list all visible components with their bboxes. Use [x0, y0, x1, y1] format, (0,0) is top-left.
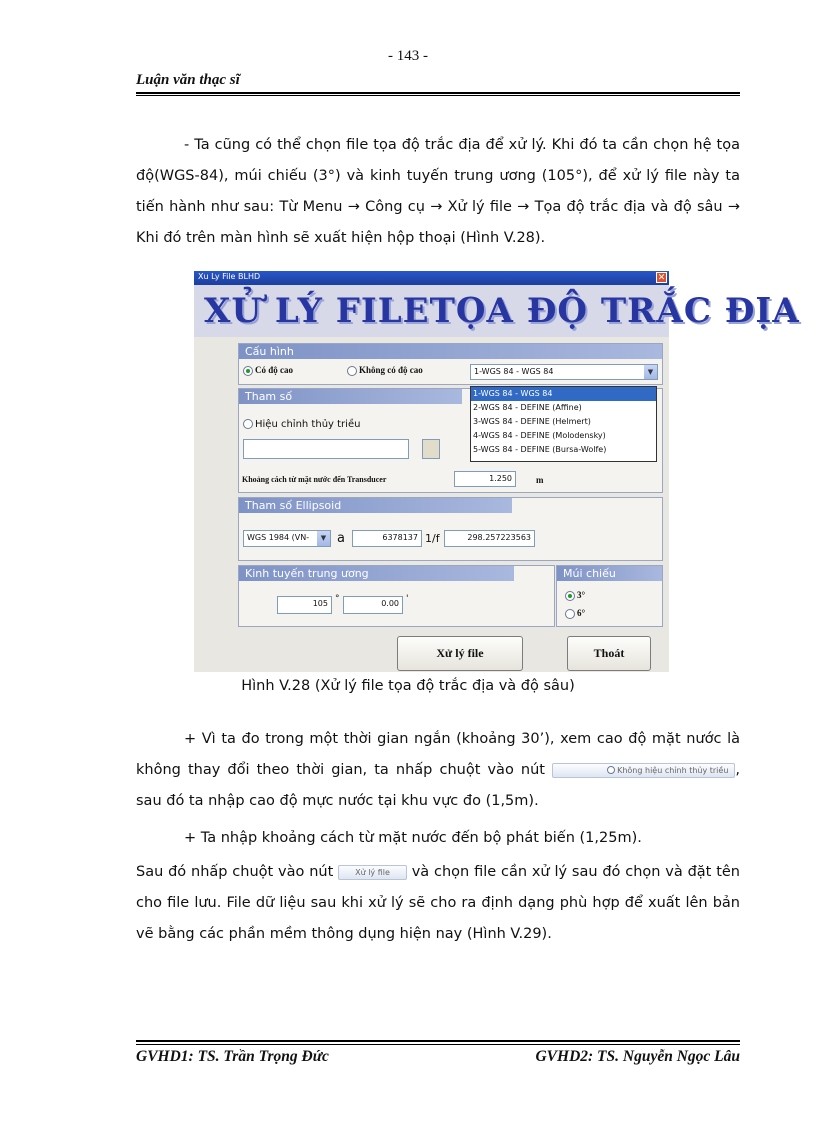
- paragraph-1: - Ta cũng có thể chọn file tọa độ trắc địa để xử lý. Khi đó ta cần chọn hệ tọa độ(WGS-84), múi chiếu (3°) và kinh tuyến trung ương (105°), để xử lý file này ta tiến hành như sau: Từ Menu → Công cụ → Xử lý file → Tọa độ trắc địa và độ sâu → Khi đó trên màn hình sẽ xuất hiện hộp thoại (Hình V.28).: [136, 137, 740, 246]
- header-rule: [136, 92, 740, 94]
- degree-symbol: °: [335, 594, 340, 604]
- tide-input[interactable]: [243, 439, 409, 459]
- paragraph-3: + Ta nhập khoảng cách từ mặt nước đến bộ phát biến (1,25m).: [184, 830, 642, 846]
- radio-on-icon: [243, 366, 253, 376]
- process-file-button[interactable]: Xử lý file: [397, 636, 523, 671]
- datum-option[interactable]: 1-WGS 84 - WGS 84: [471, 387, 656, 401]
- radio-off-icon: [565, 609, 575, 619]
- close-icon[interactable]: ✕: [657, 273, 666, 283]
- transducer-label: Khoảng cách từ mặt nước đến Transducer: [242, 475, 387, 484]
- radio-without-elevation-label: Không có độ cao: [359, 365, 423, 375]
- banner-title: XỬ LÝ FILETỌA ĐỘ TRẮC ĐỊA: [204, 291, 800, 331]
- footer-rule-thin: [136, 1044, 740, 1045]
- radio-on-icon: [565, 591, 575, 601]
- chevron-down-icon[interactable]: ▼: [644, 365, 657, 379]
- radio-off-icon: [243, 419, 253, 429]
- meridian-minutes-input[interactable]: 0.00: [343, 596, 403, 614]
- dialog-banner: [194, 285, 800, 337]
- paragraph-2: [136, 724, 740, 817]
- tide-correction-label: Hiệu chỉnh thủy triều: [255, 419, 361, 430]
- config-panel-title: Cấu hình: [239, 344, 662, 359]
- radio-off-icon: [347, 366, 357, 376]
- radio-tide-correction[interactable]: [243, 419, 360, 430]
- transducer-input[interactable]: 1.250: [454, 471, 516, 487]
- zone-panel: [556, 565, 663, 627]
- a-label: a: [337, 531, 345, 546]
- figure-caption: Hình V.28 (Xử lý file tọa độ trắc địa và độ sâu): [241, 678, 575, 694]
- radio-with-elevation[interactable]: [243, 365, 293, 376]
- params-panel-title: Tham số: [239, 389, 462, 404]
- ellipsoid-panel: [238, 497, 663, 561]
- paragraph-2-start: + Vì ta đo trong một thời gian ngắn (khoảng 30’), xem cao độ mặt nước là không thay đổi theo thời gian, ta nhấp chuột vào nút: [136, 731, 740, 778]
- radio-off-icon: [607, 766, 615, 774]
- radio-zone-6[interactable]: [565, 608, 585, 619]
- radio-with-elevation-label: Có độ cao: [255, 365, 293, 375]
- dialog-titlebar: [194, 271, 669, 285]
- ellipsoid-panel-title: Tham số Ellipsoid: [239, 498, 512, 513]
- ellipsoid-selected-value: WGS 1984 (VN-: [247, 533, 310, 542]
- transducer-unit: m: [536, 475, 544, 485]
- page-number: - 143 -: [388, 48, 428, 64]
- radio-zone-3[interactable]: [565, 590, 585, 601]
- meridian-panel: [238, 565, 555, 627]
- config-panel: [238, 343, 663, 385]
- paragraph-2-end: , sau đó ta nhập cao độ mực nước tại khu vực đo (1,5m).: [136, 762, 741, 809]
- zone-6-label: 6°: [577, 608, 586, 618]
- f-input[interactable]: 298.257223563: [444, 530, 535, 547]
- browse-button[interactable]: [422, 439, 440, 459]
- header-rule-thin: [136, 95, 740, 96]
- paragraph-4: [136, 857, 740, 950]
- ellipsoid-select[interactable]: [243, 530, 331, 547]
- no-tide-correction-label: Không hiệu chỉnh thủy triều: [617, 765, 729, 775]
- footer-right: GVHD2: TS. Nguyễn Ngọc Lâu: [535, 1048, 740, 1065]
- chevron-down-icon[interactable]: ▼: [317, 531, 330, 546]
- radio-without-elevation[interactable]: [347, 365, 423, 376]
- datum-selected-value: 1-WGS 84 - WGS 84: [474, 367, 554, 376]
- no-tide-correction-button[interactable]: [552, 763, 735, 778]
- meridian-panel-title: Kinh tuyến trung ương: [239, 566, 514, 581]
- process-file-inline-button[interactable]: Xử lý file: [338, 865, 407, 880]
- dialog-title: Xu Ly File BLHD: [198, 272, 261, 281]
- datum-option[interactable]: 4-WGS 84 - DEFINE (Molodensky): [473, 431, 606, 440]
- a-input[interactable]: 6378137: [352, 530, 422, 547]
- footer-left: GVHD1: TS. Trần Trọng Đức: [136, 1048, 329, 1065]
- dialog-screenshot: [194, 271, 800, 672]
- zone-3-label: 3°: [577, 590, 586, 600]
- datum-option[interactable]: 2-WGS 84 - DEFINE (Affine): [473, 403, 582, 412]
- header-title: Luận văn thạc sĩ: [136, 72, 240, 88]
- datum-dropdown-list: [470, 386, 657, 462]
- paragraph-4-start: Sau đó nhấp chuột vào nút: [136, 864, 334, 880]
- footer-rule: [136, 1040, 740, 1042]
- datum-option[interactable]: 3-WGS 84 - DEFINE (Helmert): [473, 417, 591, 426]
- paragraph-4-end: và chọn file cần xử lý sau đó chọn và đặt tên cho file lưu. File dữ liệu sau khi xử lý sẽ cho ra định dạng phù hợp để xuất lên bản vẽ bằng các phần mềm thông dụng hiện nay (Hình V.29).: [136, 864, 740, 942]
- zone-panel-title: Múi chiếu: [557, 566, 662, 581]
- minute-symbol: ': [406, 594, 409, 604]
- f-label: 1/f: [425, 532, 440, 545]
- exit-button[interactable]: Thoát: [567, 636, 651, 671]
- datum-select[interactable]: [470, 364, 658, 380]
- datum-option[interactable]: 5-WGS 84 - DEFINE (Bursa-Wolfe): [473, 445, 607, 454]
- meridian-degrees-input[interactable]: 105: [277, 596, 332, 614]
